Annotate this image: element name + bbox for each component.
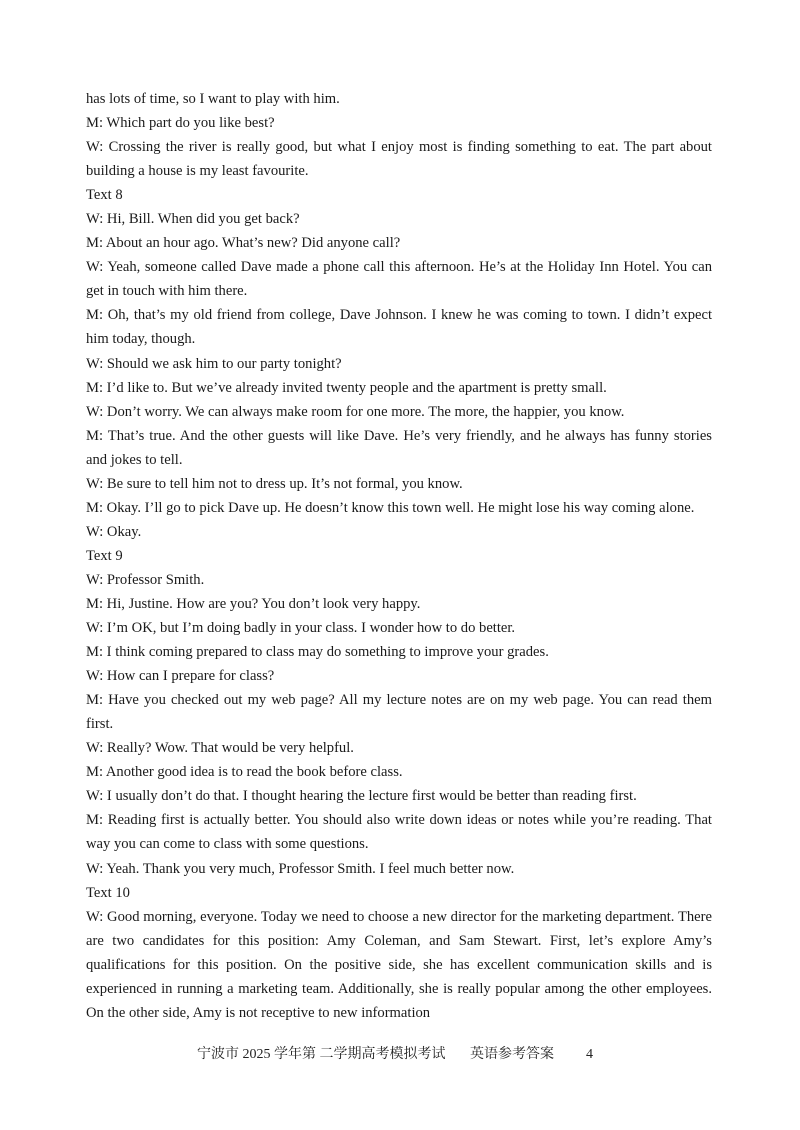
section-heading-text-10: Text 10 [86,884,130,901]
footer-exam-title: 宁波市 2025 学年第 二学期高考模拟考试 [197,1047,446,1062]
transcript-line: W: Professor Smith. [86,571,205,588]
transcript-line: M: I’d like to. But we’ve already invited twenty people and the apartment is pretty small. [86,379,607,396]
page-number: 4 [586,1047,593,1062]
transcript-line: M: Another good idea is to read the book before class. [86,764,403,781]
section-heading-text-9: Text 9 [86,547,123,564]
transcript-line: W: Should we ask him to our party tonight? [86,355,342,372]
transcript-line: M: That’s true. And the other guests will like Dave. He’s very friendly, and he always has funny stories and jokes to tell. [86,427,712,468]
transcript-line: has lots of time, so I want to play with him. [86,91,340,107]
transcript-line: M: I think coming prepared to class may do something to improve your grades. [86,644,549,661]
transcript-line: W: Hi, Bill. When did you get back? [86,211,300,228]
transcript-line: W: Really? Wow. That would be very helpful. [86,740,354,757]
transcript-line: W: How can I prepare for class? [86,668,275,685]
transcript-line: M: Hi, Justine. How are you? You don’t look very happy. [86,595,421,612]
transcript-line: M: Which part do you like best? [86,115,275,132]
transcript-line: W: Okay. [86,523,142,540]
footer-subject: 英语参考答案 [470,1047,554,1062]
transcript-line: M: Have you checked out my web page? All my lecture notes are on my web page. You can read them first. [86,692,712,733]
transcript-line: W: Be sure to tell him not to dress up. It’s not formal, you know. [86,475,463,492]
transcript-line: W: Yeah. Thank you very much, Professor Smith. I feel much better now. [86,860,515,877]
transcript-line: W: Yeah, someone called Dave made a phone call this afternoon. He’s at the Holiday Inn Hotel. You can get in touch with him there. [86,259,712,300]
transcript-line: M: About an hour ago. What’s new? Did anyone call? [86,235,401,252]
transcript-body [86,87,712,1025]
transcript-line: M: Reading first is actually better. You should also write down ideas or notes while you’re reading. That way you can come to class with some questions. [86,812,712,853]
transcript-line: W: Don’t worry. We can always make room for one more. The more, the happier, you know. [86,403,625,420]
transcript-line: M: Oh, that’s my old friend from college, Dave Johnson. I knew he was coming to town. I didn’t expect him today, though. [86,307,712,348]
transcript-line: W: Crossing the river is really good, but what I enjoy most is finding something to eat. The part about building a house is my least favourite. [86,139,712,180]
transcript-line: M: Okay. I’ll go to pick Dave up. He doesn’t know this town well. He might lose his way coming alone. [86,499,695,516]
transcript-line: W: Good morning, everyone. Today we need to choose a new director for the marketing department. There are two candidates for this position: Amy Coleman, and Sam Stewart. First, let’s explore Amy’s qualifications for this position. On the positive side, she has excellent communication skills and is experienced in running a marketing team. Additionally, she is really popular among the other employees. On the other side, Amy is not receptive to new information [86,908,712,1021]
section-heading-text-8: Text 8 [86,187,123,204]
transcript-line: W: I usually don’t do that. I thought hearing the lecture first would be better than reading first. [86,788,637,805]
transcript-line: W: I’m OK, but I’m doing badly in your class. I wonder how to do better. [86,620,516,637]
